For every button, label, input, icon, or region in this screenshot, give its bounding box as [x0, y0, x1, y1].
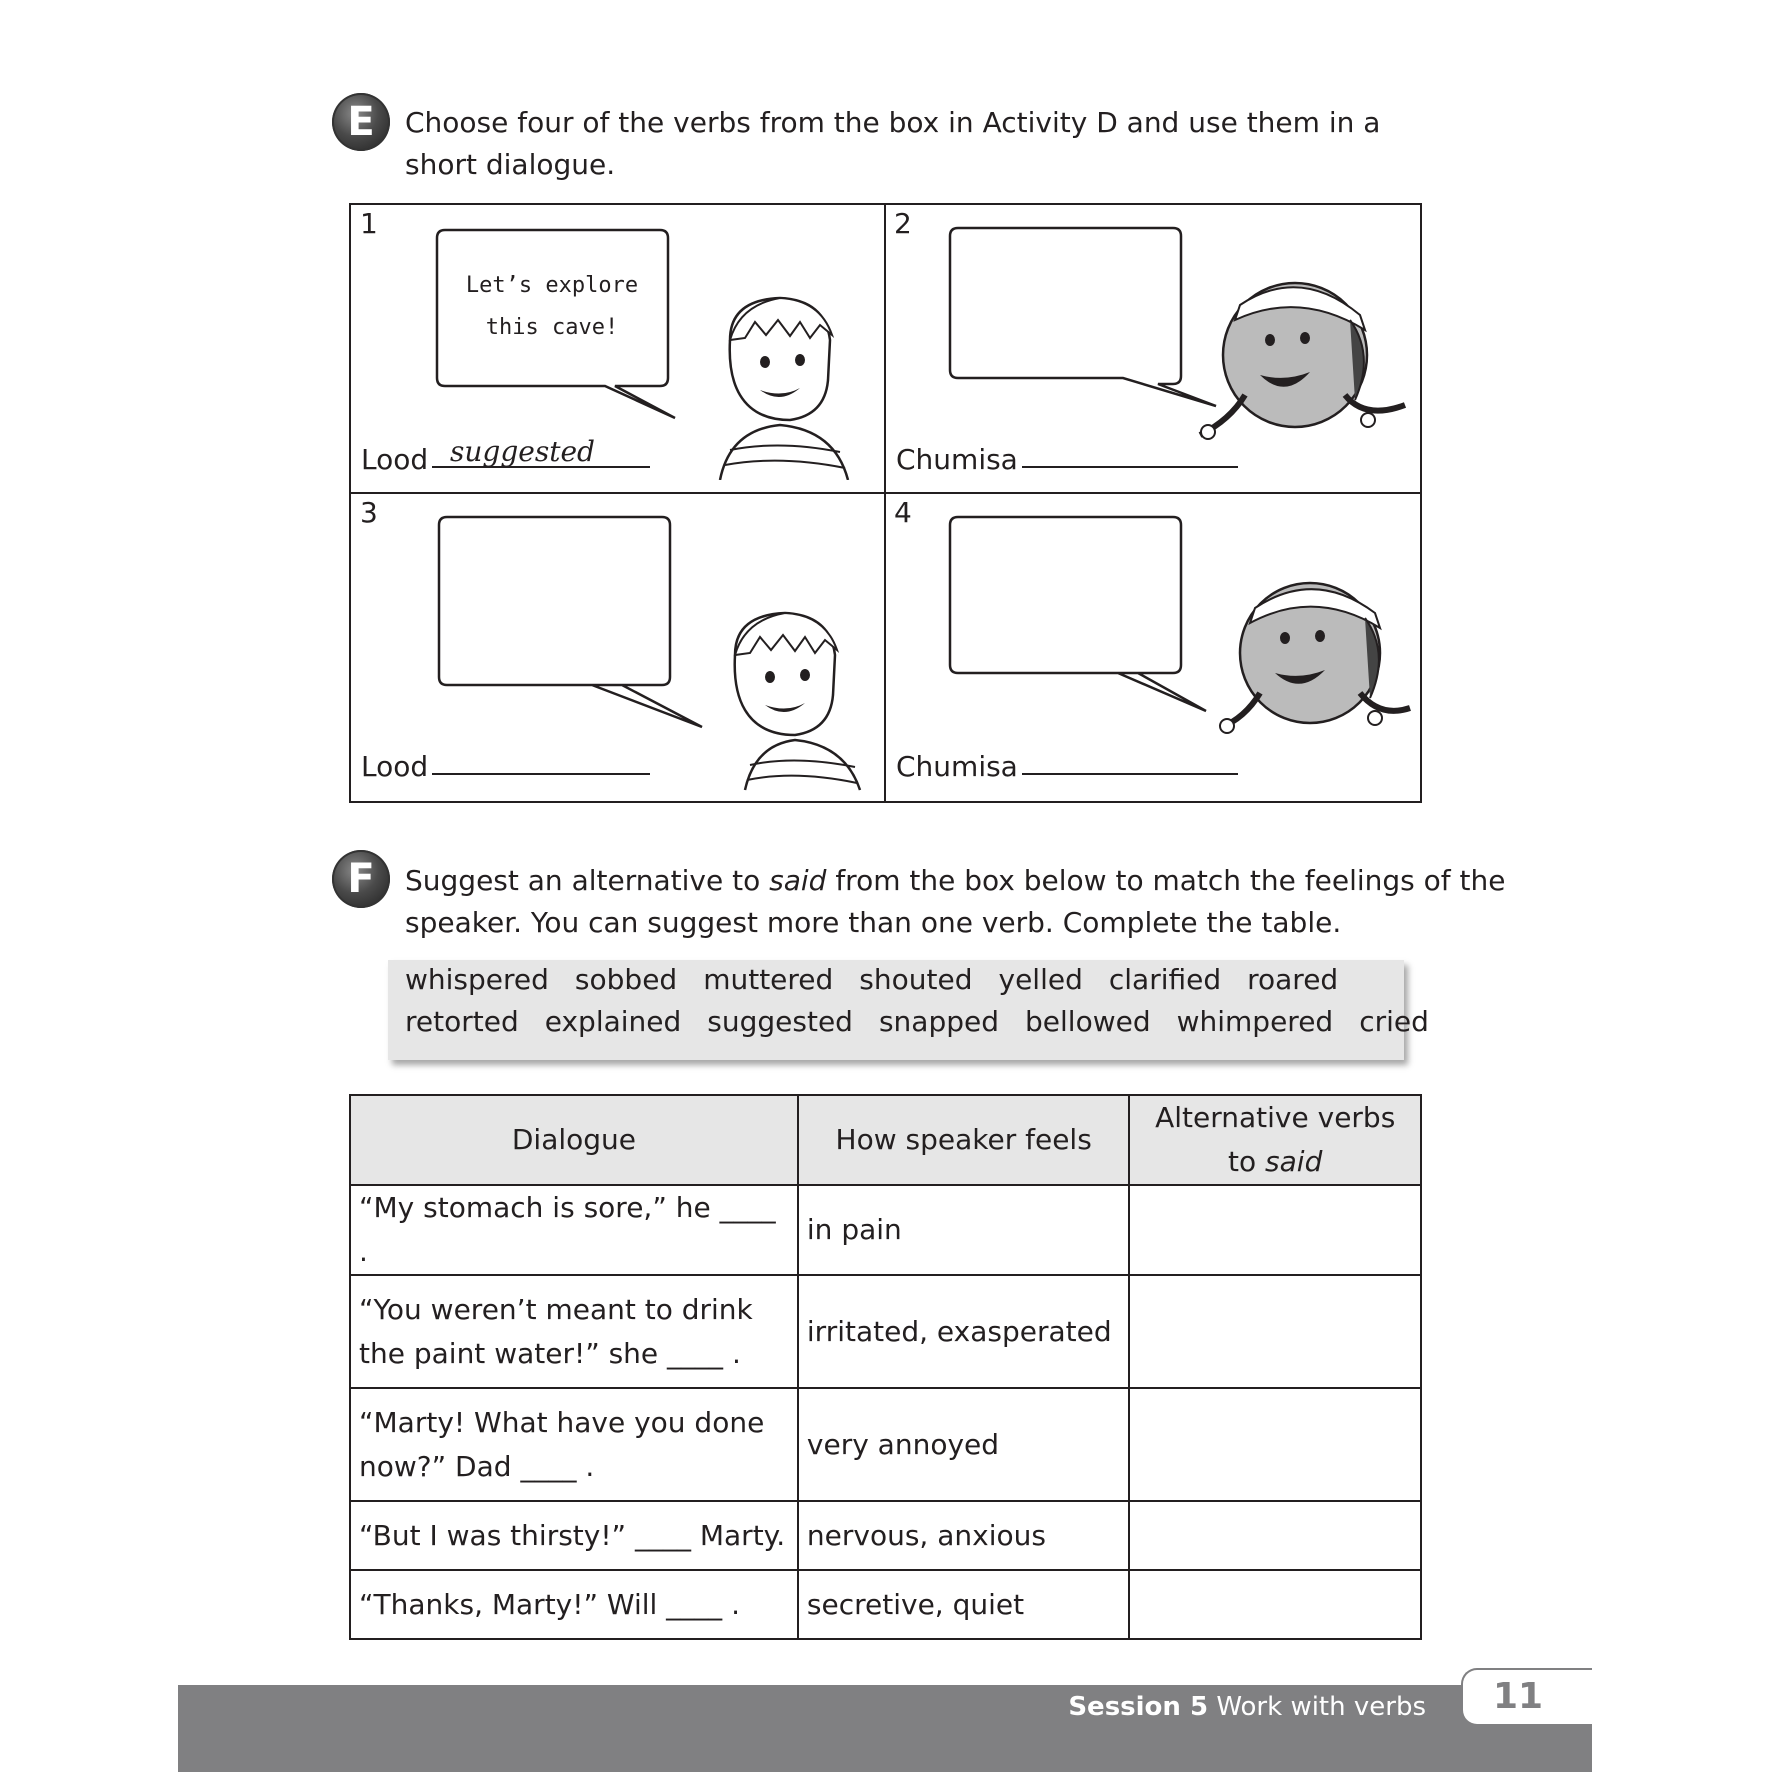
feels-cell: very annoyed — [798, 1388, 1130, 1501]
answer-cell[interactable] — [1129, 1501, 1421, 1570]
activity-e-line1: Choose four of the verbs from the box in Activity D and use them in a — [405, 106, 1381, 139]
page-number: 11 — [1461, 1668, 1592, 1726]
answer-cell[interactable] — [1129, 1275, 1421, 1388]
dialogue-cell: “Thanks, Marty!” Will ____ . — [350, 1570, 798, 1639]
feels-cell: in pain — [798, 1185, 1130, 1275]
header-dialogue: Dialogue — [350, 1095, 798, 1185]
activity-e-badge: E — [332, 93, 390, 151]
boy-illustration — [705, 595, 865, 795]
feels-cell: nervous, anxious — [798, 1501, 1130, 1570]
word: retorted — [405, 1005, 519, 1038]
answer-line[interactable] — [1022, 773, 1238, 775]
boy-illustration — [700, 280, 850, 480]
speech-bubble-text: Let’s explore this cave! — [465, 273, 639, 340]
answer-cell[interactable] — [1129, 1185, 1421, 1275]
panel-number: 4 — [894, 496, 912, 529]
panel-number: 2 — [894, 207, 912, 240]
answer-line[interactable] — [432, 773, 650, 775]
word: whimpered — [1176, 1005, 1334, 1038]
answer-line[interactable] — [1022, 466, 1238, 468]
header-alternative: Alternative verbs to said — [1129, 1095, 1421, 1185]
table-row — [350, 1275, 1421, 1388]
word: whispered — [405, 963, 549, 996]
speech-bubble-3[interactable] — [437, 515, 707, 730]
speaker-name: Chumisa — [896, 750, 1018, 783]
activity-e-instruction — [405, 102, 1380, 186]
activity-f-badge: F — [332, 850, 390, 908]
feels-cell: irritated, exasperated — [798, 1275, 1130, 1388]
activity-f-line2: speaker. You can suggest more than one verb. Complete the table. — [405, 906, 1342, 939]
grid-divider-horizontal — [349, 492, 1422, 494]
dialogue-cell: “You weren’t meant to drink the paint water!” she ____ . — [350, 1275, 798, 1388]
dialogue-cell: “My stomach is sore,” he ____ . — [350, 1185, 798, 1275]
dialogue-cell: “Marty! What have you done now?” Dad ____ . — [350, 1388, 798, 1501]
word: explained — [544, 1005, 682, 1038]
table-row — [350, 1570, 1421, 1639]
table-row — [350, 1388, 1421, 1501]
word: snapped — [878, 1005, 1000, 1038]
word: suggested — [707, 1005, 853, 1038]
answer-cell[interactable] — [1129, 1388, 1421, 1501]
dialogue-cell: “But I was thirsty!” ____ Marty. — [350, 1501, 798, 1570]
word: cried — [1359, 1005, 1429, 1038]
panel-number: 1 — [360, 207, 378, 240]
speech-bubble-2[interactable] — [948, 226, 1223, 411]
footer-session: Session 5 Work with verbs — [1068, 1692, 1426, 1722]
speech-bubble-4[interactable] — [948, 515, 1208, 715]
speaker-name: Chumisa — [896, 443, 1018, 476]
girl-illustration — [1190, 270, 1410, 470]
word-box-row-2 — [405, 1005, 1455, 1038]
activity-f-line1: Suggest an alternative to said from the box below to match the feelings of the — [405, 864, 1506, 897]
word: sobbed — [574, 963, 678, 996]
verbs-table — [349, 1094, 1422, 1640]
page-footer — [178, 1685, 1592, 1772]
feels-cell: secretive, quiet — [798, 1570, 1130, 1639]
word: clarified — [1108, 963, 1222, 996]
table-row — [350, 1185, 1421, 1275]
panel-number: 3 — [360, 496, 378, 529]
speaker-name: Lood — [361, 443, 429, 476]
activity-f-instruction — [405, 860, 1506, 944]
word: shouted — [859, 963, 973, 996]
word: muttered — [703, 963, 834, 996]
girl-illustration — [1215, 568, 1415, 763]
speaker-name: Lood — [361, 750, 429, 783]
activity-e-line2: short dialogue. — [405, 148, 616, 181]
table-header-row — [350, 1095, 1421, 1185]
word: yelled — [998, 963, 1083, 996]
header-feels: How speaker feels — [798, 1095, 1130, 1185]
grid-divider-vertical — [884, 203, 886, 803]
table-row — [350, 1501, 1421, 1570]
word: roared — [1247, 963, 1339, 996]
word: bellowed — [1025, 1005, 1151, 1038]
word-box-row-1 — [405, 963, 1364, 996]
answer-cell[interactable] — [1129, 1570, 1421, 1639]
handwritten-answer: suggested — [450, 435, 595, 468]
